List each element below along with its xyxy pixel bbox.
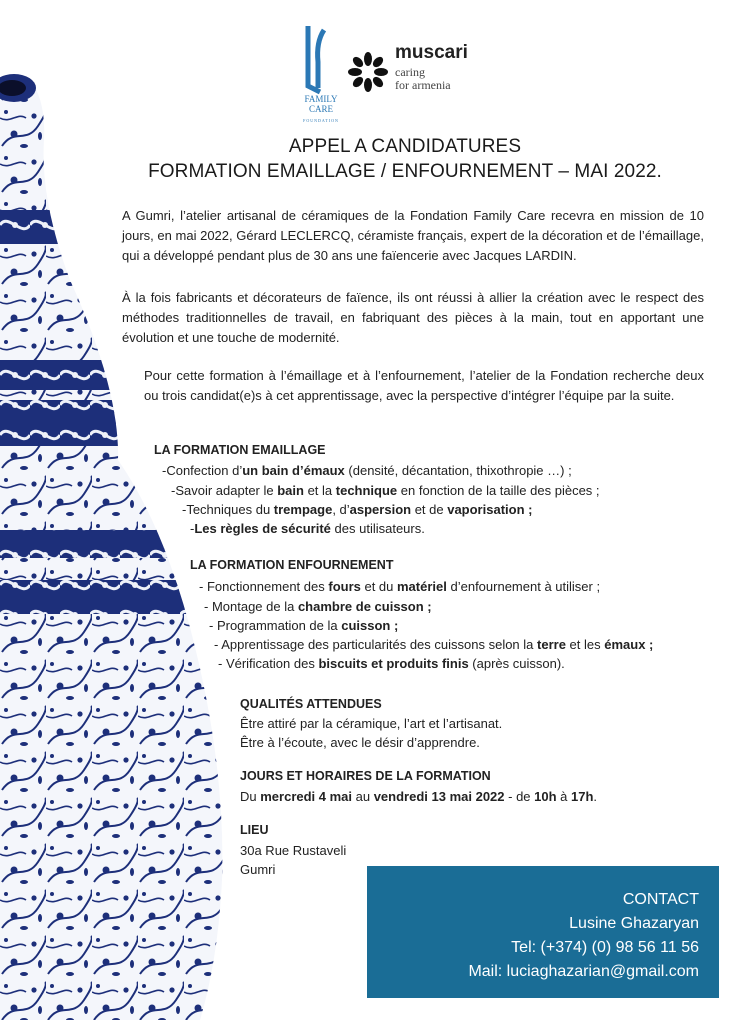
emaillage-item-2: -Savoir adapter le bain et la technique en fonction de la taille des pièces ; xyxy=(171,483,600,498)
contact-name: Lusine Ghazaryan xyxy=(569,915,699,932)
horaires-heading: JOURS ET HORAIRES DE LA FORMATION xyxy=(240,769,491,783)
intro-paragraph-2: À la fois fabricants et décorateurs de faïence, ils ont réussi à allier la création avec le respect des méthodes traditionnelles de travail, en fabriquant des pièces à la main, tout en apportant une évolution et une touche de modernité. xyxy=(122,290,704,345)
emaillage-item-4: -Les règles de sécurité des utilisateurs. xyxy=(190,521,425,536)
muscari-wordmark: muscari xyxy=(395,42,468,63)
qualites-heading: QUALITÉS ATTENDUES xyxy=(240,697,382,711)
contact-email[interactable]: Mail: luciaghazarian@gmail.com xyxy=(468,963,699,980)
enfournement-item-5: - Vérification des biscuits et produits finis (après cuisson). xyxy=(218,656,565,671)
title-line-2: FORMATION EMAILLAGE / ENFOURNEMENT – MAI 2022. xyxy=(148,161,662,182)
muscari-tagline: caring for armenia xyxy=(395,65,451,92)
ceramic-vase-image xyxy=(0,60,240,1020)
enfournement-item-1: - Fonctionnement des fours et du matériel d’enfournement à utiliser ; xyxy=(199,579,601,594)
contact-heading: CONTACT xyxy=(622,891,699,908)
qualites-line-1: Être attiré par la céramique, l’art et l’artisanat. xyxy=(240,716,503,731)
intro-paragraph-3: Pour cette formation à l’émaillage et à l’enfournement, l’atelier de la Fondation recherche deux ou trois candidat(e)s à cet apprentissage, avec la perspective d’intégrer l’équipe par la suite. xyxy=(144,368,704,403)
enfournement-heading: LA FORMATION ENFOURNEMENT xyxy=(190,558,394,572)
partner-logos xyxy=(290,22,510,127)
emaillage-heading: LA FORMATION EMAILLAGE xyxy=(154,443,326,457)
lieu-city: Gumri xyxy=(240,862,276,877)
enfournement-item-4: - Apprentissage des particularités des cuissons selon la terre et les émaux ; xyxy=(214,637,654,652)
family-care-wordmark: FAMILY CARE FOUNDATION xyxy=(303,94,339,123)
emaillage-item-1: -Confection d’un bain d’émaux (densité, décantation, thixothropie …) ; xyxy=(162,463,572,478)
muscari-flower-icon xyxy=(348,52,388,92)
horaires-line: Du mercredi 4 mai au vendredi 13 mai 2022 - de 10h à 17h. xyxy=(240,789,598,804)
enfournement-item-2: - Montage de la chambre de cuisson ; xyxy=(204,599,432,614)
contact-box xyxy=(367,866,719,998)
lieu-address: 30a Rue Rustaveli xyxy=(240,843,347,858)
emaillage-item-3: -Techniques du trempage, d’aspersion et de vaporisation ; xyxy=(182,502,533,517)
title-line-1: APPEL A CANDIDATURES xyxy=(288,136,522,157)
contact-phone[interactable]: Tel: (+374) (0) 98 56 11 56 xyxy=(511,939,699,956)
qualites-line-2: Être à l’écoute, avec le désir d’apprendre. xyxy=(240,735,480,750)
enfournement-item-3: - Programmation de la cuisson ; xyxy=(209,618,399,633)
lieu-heading: LIEU xyxy=(240,823,269,837)
intro-paragraph-1: A Gumri, l’atelier artisanal de céramiques de la Fondation Family Care recevra en mission de 10 jours, en mai 2022, Gérard LECLERCQ, céramiste français, expert de la décoration et de l’émaillage, qui a développé pendant plus de 30 ans une faïencerie avec Jacques LARDIN. xyxy=(122,208,704,263)
